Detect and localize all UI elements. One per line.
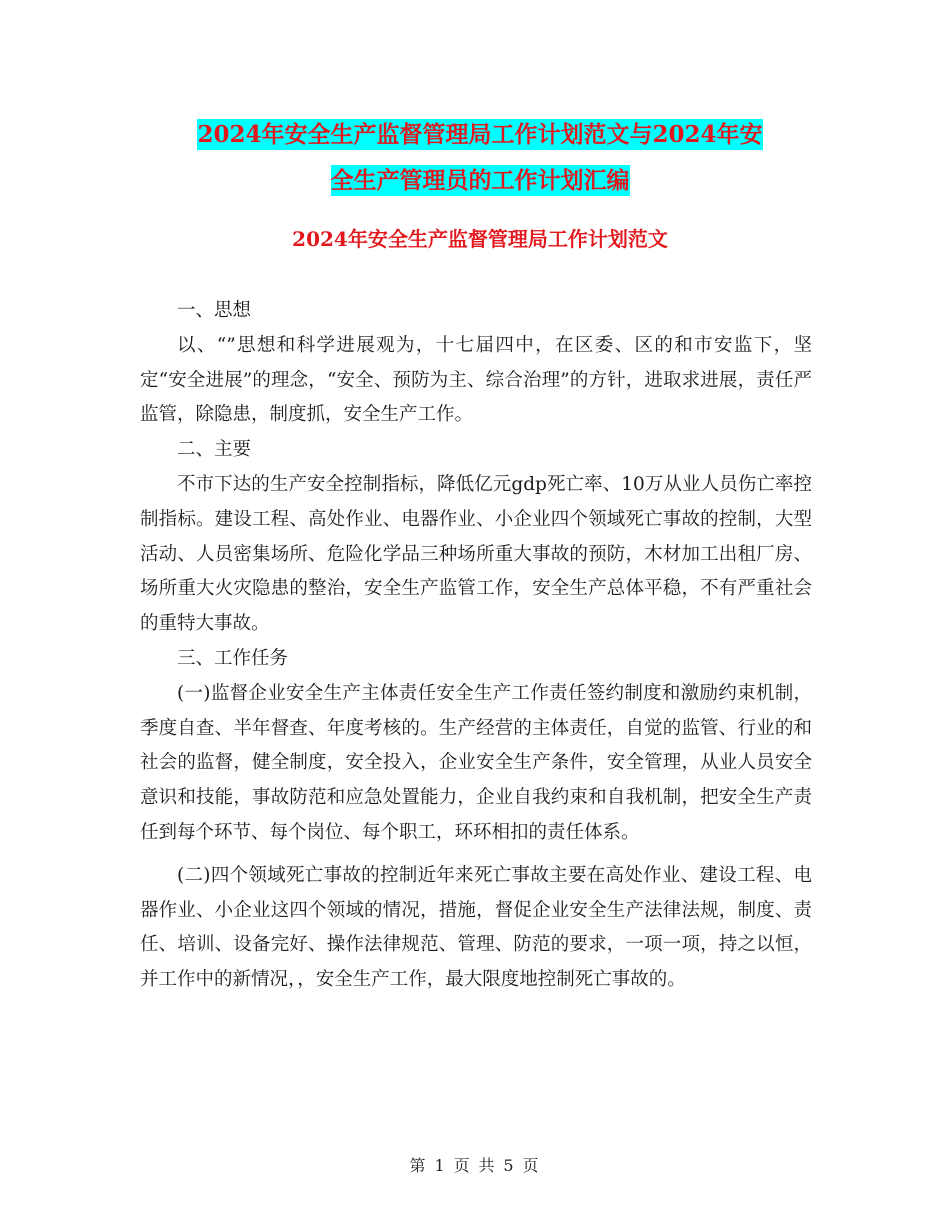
section-title: 2024年安全生产监督管理局工作计划范文 (292, 227, 668, 251)
heading-zhuyao: 二、主要 (177, 439, 252, 461)
document-body (140, 294, 812, 998)
heading-gongzuo-renwu: 三、工作任务 (177, 647, 289, 669)
heading-sixiang: 一、思想 (177, 300, 252, 321)
paragraph-task-2: (二)四个领域死亡事故的控制近年来死亡事故主要在高处作业、建设工程、电器作业、小企业这四个领域的情况，措施，督促企业安全生产法律法规，制度、责任、培训、设备完好、操作法律规范、管理、防范的要求，一项一项，持之以恒，并工作中的新情况，，安全生产工作，最大限度地控制死亡事故的。 (140, 864, 812, 991)
document-title-line-1: 2024年安全生产监督管理局工作计划范文与2024年安 (197, 121, 763, 148)
paragraph-task-1: (一)监督企业安全生产主体责任安全生产工作责任签约制度和激励约束机制，季度自查、半年督查、年度考核的。生产经营的主体责任，自觉的监管、行业的和社会的监督，健全制度，安全投入，企业安全生产条件，安全管理，从业人员安全意识和技能，事故防范和应急处置能力，企业自我约束和自我机制，把安全生产责任到每个环节、每个岗位、每个职工，环环相扣的责任体系。 (140, 682, 812, 843)
paragraph-sixiang: 以、“”思想和科学进展观为，十七届四中，在区委、区的和市安监下，坚定“安全进展”的理念，“安全、预防为主、综合治理”的方针，进取求进展，责任严监管，除隐患，制度抓，安全生产工作。 (140, 334, 812, 426)
document-title-line-2: 全生产管理员的工作计划汇编 (330, 167, 630, 194)
document-title (140, 112, 820, 204)
paragraph-zhuyao: 不市下达的生产安全控制指标，降低亿元gdp死亡率、10万从业人员伤亡率控制指标。建设工程、高处作业、电器作业、小企业四个领域死亡事故的控制，大型活动、人员密集场所、危险化学品三种场所重大事故的预防，木材加工出租厂房、场所重大火灾隐患的整治，安全生产监管工作，安全生产总体平稳，不有严重社会的重特大事故。 (140, 473, 812, 635)
page-footer: 第 1 页 共 5 页 (409, 1156, 541, 1175)
